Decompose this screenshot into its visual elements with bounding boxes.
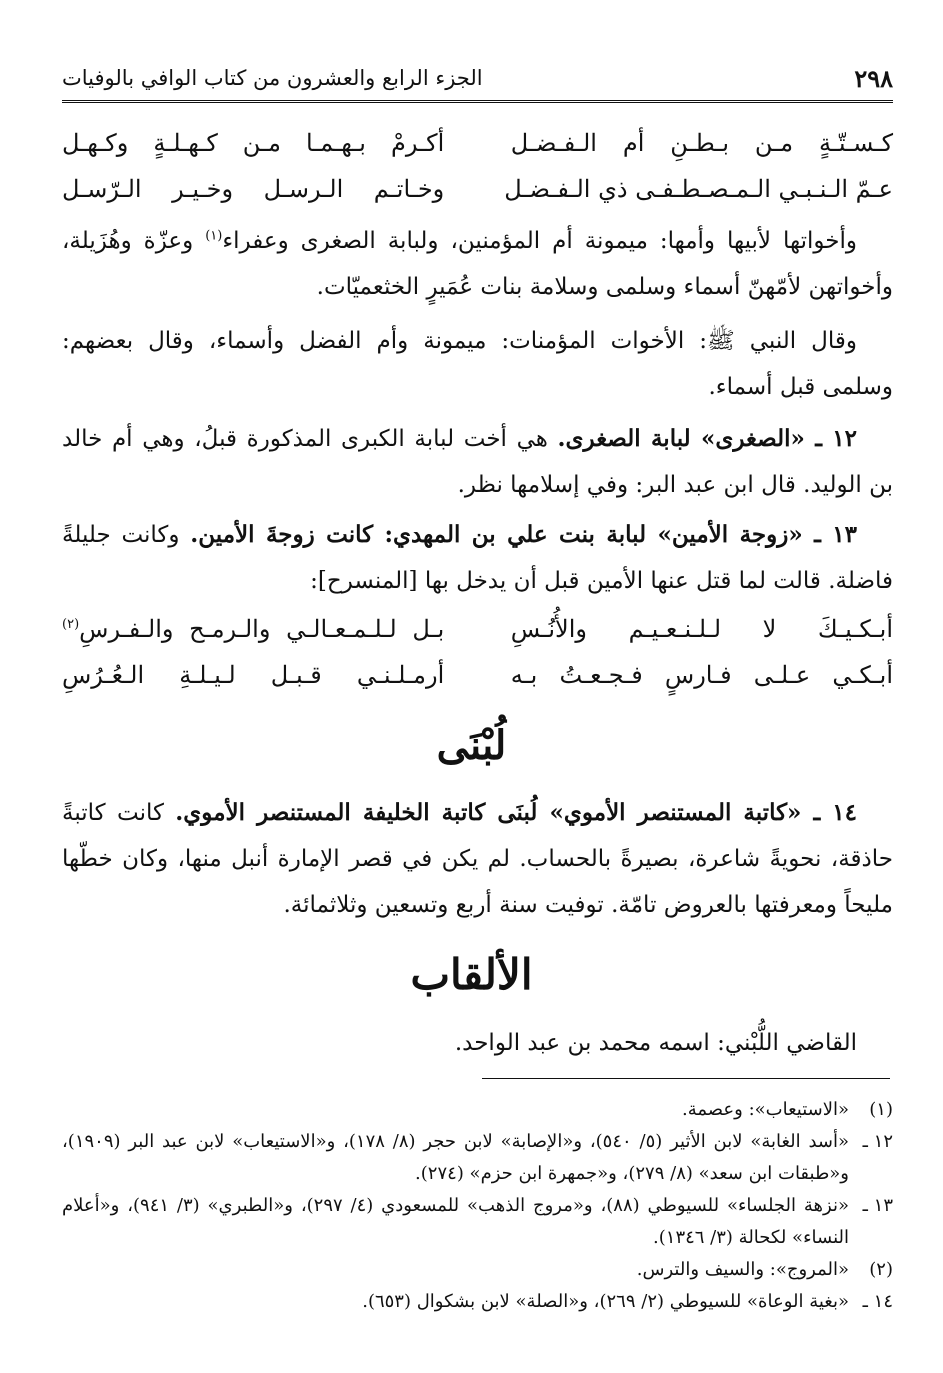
footnote-rule [482, 1078, 890, 1079]
entry-14 [62, 790, 893, 928]
page-number: ٢٩٨ [854, 63, 893, 93]
verse-hemistich-left: وخـاتـم الـرسـل وخـيـر الـرّسـل [62, 175, 445, 203]
footnote-ref: (١) [205, 228, 223, 244]
header-rule [62, 100, 893, 103]
footnotes [62, 1094, 893, 1318]
footnote-item [62, 1126, 893, 1190]
footnote-mark: (١) [869, 1099, 893, 1120]
alqab-text: القاضي اللُّبْني: اسمه محمد بن عبد الواحد. [454, 1030, 857, 1056]
verse-hemistich-right: أبـكـيـكَ لا لـلـنـعـيـم والأُنُـسِ [510, 615, 893, 643]
section-title-lubna: لُبْنَى [436, 722, 507, 769]
verse-hemistich-left: بـل لـلـمـعـالـي والـرمـح والـفـرسِ [79, 615, 445, 643]
footnote-item [62, 1254, 893, 1286]
running-header [62, 58, 893, 98]
footnote-text: «بغية الوعاة» للسيوطي (٢/ ٢٦٩)، و«الصلة» لابن بشكوال (٦٥٣). [362, 1291, 849, 1312]
footnote-ref: (٢) [62, 617, 80, 632]
verse-line [62, 120, 893, 166]
alqab-entry [62, 1020, 893, 1066]
verse-hemistich-right: عـمّ الـنـبـي الـمـصـطـفـى ذي الـفـضـل [504, 175, 893, 203]
footnote-text: «نزهة الجلساء» للسيوطي (٨٨)، و«مروج الذهب» للمسعودي (٤/ ٢٩٧)، و«الطبري» (٣/ ٩٤١)، و«أعلام النساء» لكحالة (٣/ ١٣٤٦). [62, 1195, 849, 1248]
paragraph-text: وعزّة وهُزَيلة، وأخواتهن لأمّهنّ أسماء وسلمى وسلامة بنات عُمَيرٍ الخثعميّات. [62, 228, 893, 300]
verse-hemistich-left: أرمـلـنـي قـبـل لـيـلـةِ الـعُـرُسِ [62, 661, 445, 689]
verse-line [62, 166, 893, 212]
section-title-alqab: الألقاب [410, 950, 533, 999]
entry-heading: ١٤ ـ «كاتبة المستنصر الأموي» لُبنَى كاتبة الخليفة المستنصر الأموي. [175, 799, 857, 826]
footnote-item [62, 1190, 893, 1254]
entry-text: وكانت جليلةً فاضلة. قالت لما قتل عنها الأمين قبل أن يدخل بها [المنسرح]: [62, 522, 893, 594]
footnote-mark: ١٤ ـ [862, 1291, 893, 1312]
footnote-text: «أسد الغابة» لابن الأثير (٥/ ٥٤٠)، و«الإصابة» لابن حجر (٨/ ١٧٨)، و«الاستيعاب» لابن عبد البر (١٩٠٩)، و«طبقات ابن سعد» (٨/ ٢٧٩)، و«جمهرة ابن حزم» (٢٧٤). [62, 1131, 850, 1184]
footnote-mark: ١٣ ـ [862, 1195, 893, 1216]
verses-block-2 [62, 606, 893, 698]
verse-hemistich-left: أكـرمْ بـهـمـا مـن كـهـلـةٍ وكـهـل [62, 129, 445, 157]
footnote-mark: ١٢ ـ [862, 1131, 893, 1152]
paragraph-prophet-saying [62, 318, 893, 410]
paragraph-text: وقال النبي ﷺ: الأخوات المؤمنات: ميمونة وأم الفضل وأسماء، وقال بعضهم: وسلمى قبل أسماء. [62, 328, 893, 400]
paragraph-sisters [62, 218, 893, 310]
entry-text: هي أخت لبابة الكبرى المذكورة قبلُ، وهي أم خالد بن الوليد. قال ابن عبد البر: وفي إسلامها نظر. [62, 426, 893, 498]
footnote-text: «الاستيعاب»: وعصمة. [682, 1099, 849, 1120]
verse-hemistich-right: كـسـتّـةٍ مـن بـطـنِ أم الـفـضـل [510, 129, 893, 157]
running-title: الجزء الرابع والعشرون من كتاب الوافي بالوفيات [62, 66, 483, 90]
footnote-mark: (٢) [869, 1259, 893, 1280]
footnote-item [62, 1094, 893, 1126]
entry-heading: ١٢ ـ «الصغرى» لبابة الصغرى. [557, 425, 857, 452]
verse-line [62, 606, 893, 652]
footnote-item [62, 1286, 893, 1318]
paragraph-text: وأخواتها لأبيها وأمها: ميمونة أم المؤمنين، ولبابة الصغرى وعفراء [222, 228, 858, 254]
entry-text: كانت كاتبةً حاذقة، نحويةً شاعرة، بصيرةً بالحساب. لم يكن في قصر الإمارة أنبل منها، وكان خطّها مليحاً ومعرفتها بالعروض تامّة. توفيت سنة أربع وتسعين وثلاثمائة. [62, 800, 893, 918]
verse-line [62, 652, 893, 698]
entry-heading: ١٣ ـ «زوجة الأمين» لبابة بنت علي بن المهدي: كانت زوجةَ الأمين. [190, 521, 858, 548]
verse-hemistich-right: أبـكـي عـلـى فـارسٍ فـجـعـتُ بـه [510, 661, 893, 689]
entry-13 [62, 512, 893, 604]
verses-block-1 [62, 120, 893, 212]
entry-12 [62, 416, 893, 508]
footnote-text: «المروج»: والسيف والترس. [636, 1259, 849, 1280]
